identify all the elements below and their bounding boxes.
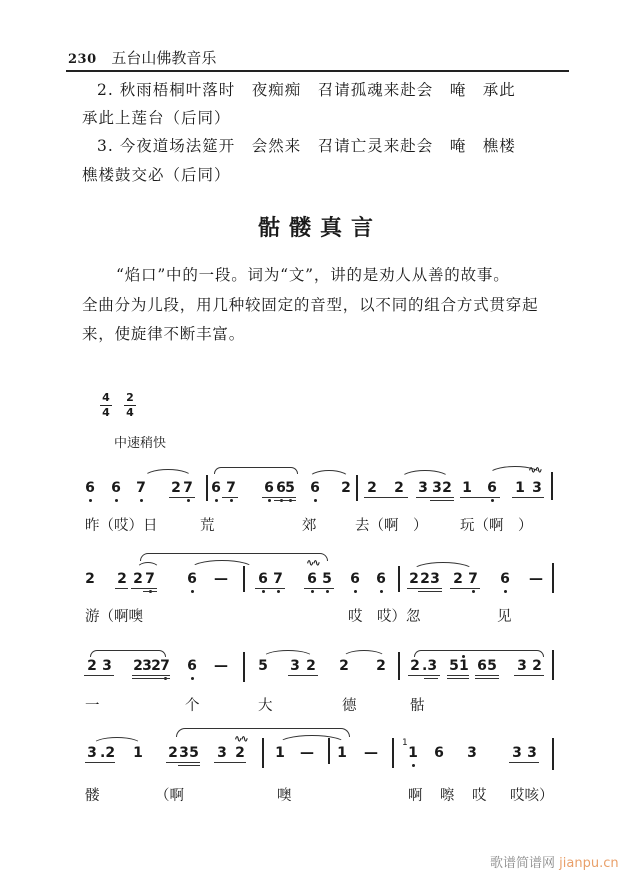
verse-2-line-2: 承此上莲台（后同）: [82, 109, 231, 127]
note: 3: [179, 745, 189, 761]
note: 6: [187, 658, 197, 674]
note: 3: [290, 658, 300, 674]
note: 2: [394, 480, 404, 496]
note: 6: [350, 571, 360, 587]
note: 7: [145, 571, 155, 587]
lyric: 一: [85, 698, 100, 714]
note: 2: [367, 480, 377, 496]
note: 2: [85, 571, 95, 587]
note: 3: [432, 480, 442, 496]
note: 5: [322, 571, 332, 587]
lyric: 德: [342, 698, 357, 714]
lyric: 荒: [200, 518, 215, 534]
lyric: 大: [258, 698, 273, 714]
note: 2: [151, 658, 161, 674]
note: 6: [487, 480, 497, 496]
note-dash: —: [214, 571, 228, 587]
note: 2: [453, 571, 463, 587]
note-dash: —: [529, 571, 543, 587]
lyric: 噢: [277, 788, 292, 804]
lyric: 啊: [408, 788, 423, 804]
note: 5: [258, 658, 268, 674]
note: 3: [527, 745, 537, 761]
ts-bottom: 4: [102, 406, 110, 419]
note: 7: [273, 571, 283, 587]
note: 2: [341, 480, 351, 496]
note: .3: [422, 658, 438, 674]
note: 2: [376, 658, 386, 674]
lyric: 个: [185, 698, 200, 714]
note: 2: [442, 480, 452, 496]
running-header: [68, 47, 458, 71]
note: 7: [160, 658, 170, 674]
note: 2: [235, 745, 245, 761]
note: 1: [459, 658, 469, 674]
book-title: 五台山佛教音乐: [111, 49, 217, 67]
note: 6: [111, 480, 121, 496]
watermark-en: jianpu.cn: [559, 856, 619, 871]
note: 2: [409, 571, 419, 587]
time-signature-4-4: [100, 392, 112, 419]
page-number: 230: [68, 52, 97, 67]
note: 1: [408, 745, 418, 761]
note: 6: [264, 480, 274, 496]
time-signature-2-4: [124, 392, 136, 419]
note: 2: [339, 658, 349, 674]
note: 5: [285, 480, 295, 496]
note: 3: [517, 658, 527, 674]
note: 6: [477, 658, 487, 674]
note: 7: [136, 480, 146, 496]
lyric: 骷: [410, 698, 425, 714]
note: 6: [258, 571, 268, 587]
note: 1: [515, 480, 525, 496]
lyric: 郊: [302, 518, 317, 534]
tempo-marking: 中速稍快: [114, 436, 167, 451]
lyric: 哎 哎）忽: [348, 609, 421, 625]
note: 1: [337, 745, 347, 761]
note: 2: [168, 745, 178, 761]
intro-line-2: 全曲分为儿段，用几种较固定的音型，以不同的组合方式贯穿起: [82, 296, 539, 314]
watermark: [490, 852, 619, 871]
trill-mark: ∿∿: [528, 465, 541, 476]
ts-top: 4: [102, 391, 110, 404]
note: 6: [310, 480, 320, 496]
note-dash: —: [300, 745, 314, 761]
note: 6: [307, 571, 317, 587]
intro-line-1: “焰口”中的一段。词为“文”，讲的是劝人从善的故事。: [116, 266, 510, 284]
note: 5: [449, 658, 459, 674]
note: 1: [275, 745, 285, 761]
ts-top: 2: [126, 391, 134, 404]
section-title: 骷髅真言: [257, 216, 382, 241]
note: 1: [133, 745, 143, 761]
verse-3-line-1: 3. 今夜道场法筵开 会然来 召请亡灵来赴会 唵 樵楼: [97, 137, 516, 155]
note: 3: [418, 480, 428, 496]
note: 2: [306, 658, 316, 674]
note: 3: [102, 658, 112, 674]
watermark-cn: 歌谱简谱网: [490, 856, 556, 871]
trill-mark: ∿∿: [234, 734, 247, 745]
note: 3: [87, 745, 97, 761]
note: 2: [87, 658, 97, 674]
lyric: 去（啊 ）: [355, 518, 428, 534]
lyric: 嚓: [440, 788, 455, 804]
note: 2: [420, 571, 430, 587]
note: 6: [187, 571, 197, 587]
note: 3: [142, 658, 152, 674]
note: 7: [183, 480, 193, 496]
header-rule: [66, 70, 569, 72]
note: 6: [376, 571, 386, 587]
note: 6: [276, 480, 286, 496]
note: 7: [226, 480, 236, 496]
note: 3: [532, 480, 542, 496]
lyric: 昨（哎）日: [85, 518, 158, 534]
note: 5: [189, 745, 199, 761]
note: 2: [117, 571, 127, 587]
lyric: （啊: [155, 788, 184, 804]
note: 2: [171, 480, 181, 496]
note: 6: [500, 571, 510, 587]
note: 2: [133, 658, 143, 674]
note: 6: [211, 480, 221, 496]
note: 5: [487, 658, 497, 674]
grace-note: 1: [402, 738, 408, 748]
note: 6: [434, 745, 444, 761]
note: 3: [430, 571, 440, 587]
lyric: 哎: [472, 788, 487, 804]
verse-2-line-1: 2. 秋雨梧桐叶落时 夜痴痴 召请孤魂来赴会 唵 承此: [97, 81, 516, 99]
ts-bottom: 4: [126, 406, 134, 419]
trill-mark: ∿∿: [306, 558, 319, 569]
note: 6: [85, 480, 95, 496]
note: .2: [100, 745, 116, 761]
note-dash: —: [364, 745, 378, 761]
note: 3: [217, 745, 227, 761]
note: 1: [462, 480, 472, 496]
note: 2: [410, 658, 420, 674]
note: 3: [467, 745, 477, 761]
note: 3: [512, 745, 522, 761]
note: 7: [468, 571, 478, 587]
note: 2: [133, 571, 143, 587]
lyric: 见: [497, 609, 512, 625]
lyric: 游（啊噢: [85, 609, 143, 625]
intro-line-3: 来，使旋律不断丰富。: [82, 325, 246, 343]
note-dash: —: [214, 658, 228, 674]
note: 2: [532, 658, 542, 674]
verse-3-line-2: 樵楼鼓交必（后同）: [82, 166, 231, 184]
lyric: 玩（啊 ）: [460, 518, 533, 534]
lyric: 哎咳）: [510, 788, 554, 804]
lyric: 髅: [85, 788, 100, 804]
